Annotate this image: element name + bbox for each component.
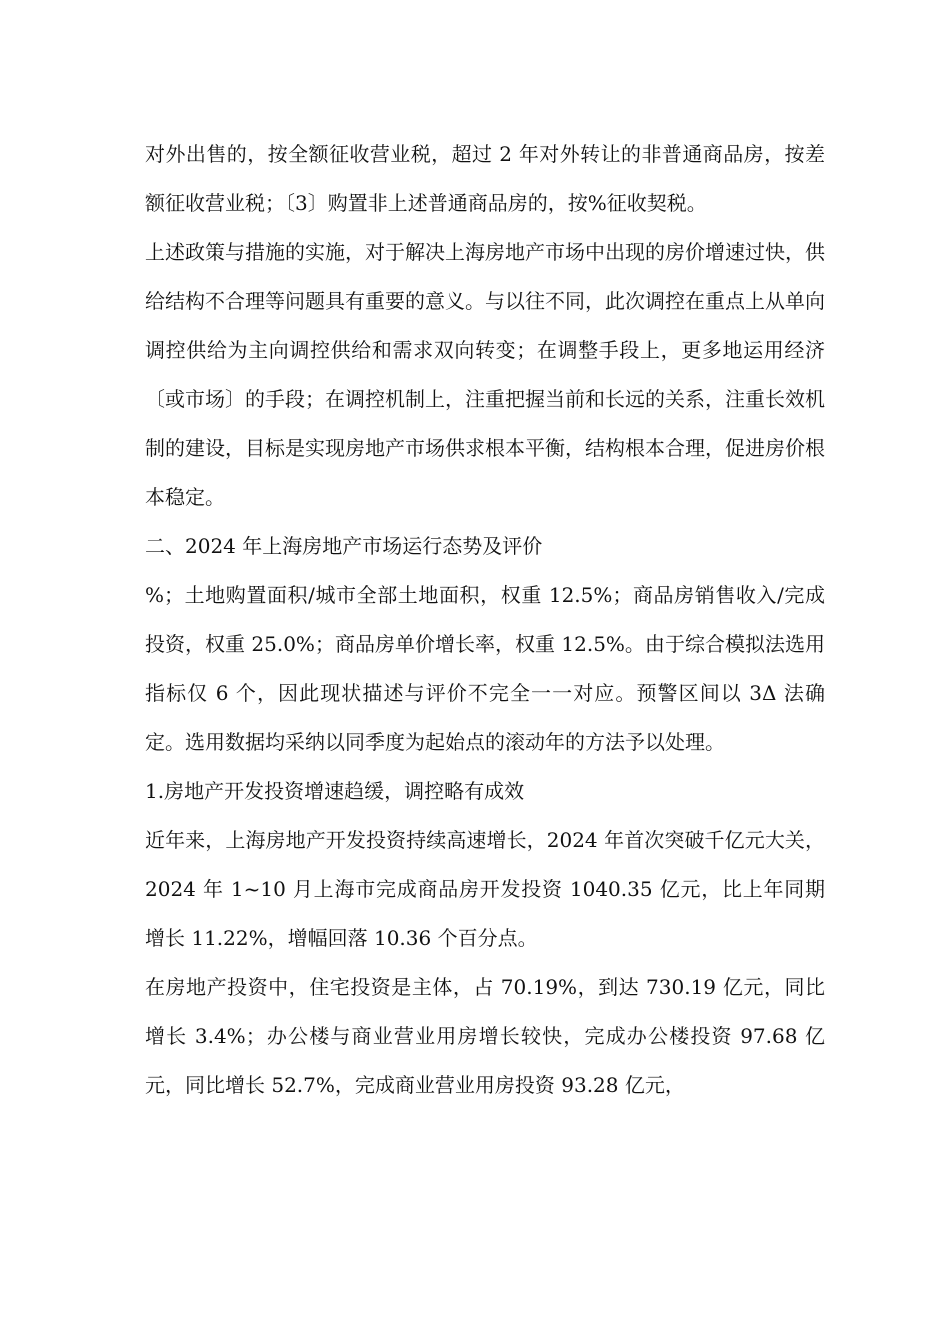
paragraph-policy-significance: 上述政策与措施的实施，对于解决上海房地产市场中出现的房价增速过快，供给结构不合理等问题具有重要的意义。与以往不同，此次调控在重点上从单向调控供给为主向调控供给和需求双向转变；在调整手段上，更多地运用经济〔或市场〕的手段；在调控机制上，注重把握当前和长远的关系，注重长效机制的建设，目标是实现房地产市场供求根本平衡，结构根本合理，促进房价根本稳定。 bbox=[145, 240, 825, 509]
paragraph-investment-growth: 近年来，上海房地产开发投资持续高速增长，2024 年首次突破千亿元大关，2024 年 1~10 月上海市完成商品房开发投资 1040.35 亿元，比上年同期增长 11.22%，增幅回落 10.36 个百分点。 bbox=[145, 828, 825, 950]
document-body bbox=[145, 130, 825, 1110]
paragraph-tax-policy: 对外出售的，按全额征收营业税，超过 2 年对外转让的非普通商品房，按差额征收营业税；〔3〕购置非上述普通商品房的，按%征收契税。 bbox=[145, 142, 825, 215]
section-heading-2024-market: 二、2024 年上海房地产市场运行态势及评价 bbox=[145, 534, 543, 558]
paragraph-indicator-weights: %；土地购置面积/城市全部土地面积，权重 12.5%；商品房销售收入/完成投资，权重 25.0%；商品房单价增长率，权重 12.5%。由于综合模拟法选用指标仅 6 个，因此现状描述与评价不完全一一对应。预警区间以 3Δ 法确定。选用数据均采纳以同季度为起始点的滚动年的方法予以处理。 bbox=[145, 583, 825, 754]
subsection-heading-investment: 1.房地产开发投资增速趋缓，调控略有成效 bbox=[145, 779, 525, 803]
paragraph-investment-structure: 在房地产投资中，住宅投资是主体，占 70.19%，到达 730.19 亿元，同比增长 3.4%；办公楼与商业营业用房增长较快，完成办公楼投资 97.68 亿元，同比增长 52.7%，完成商业营业用房投资 93.28 亿元， bbox=[145, 975, 825, 1097]
